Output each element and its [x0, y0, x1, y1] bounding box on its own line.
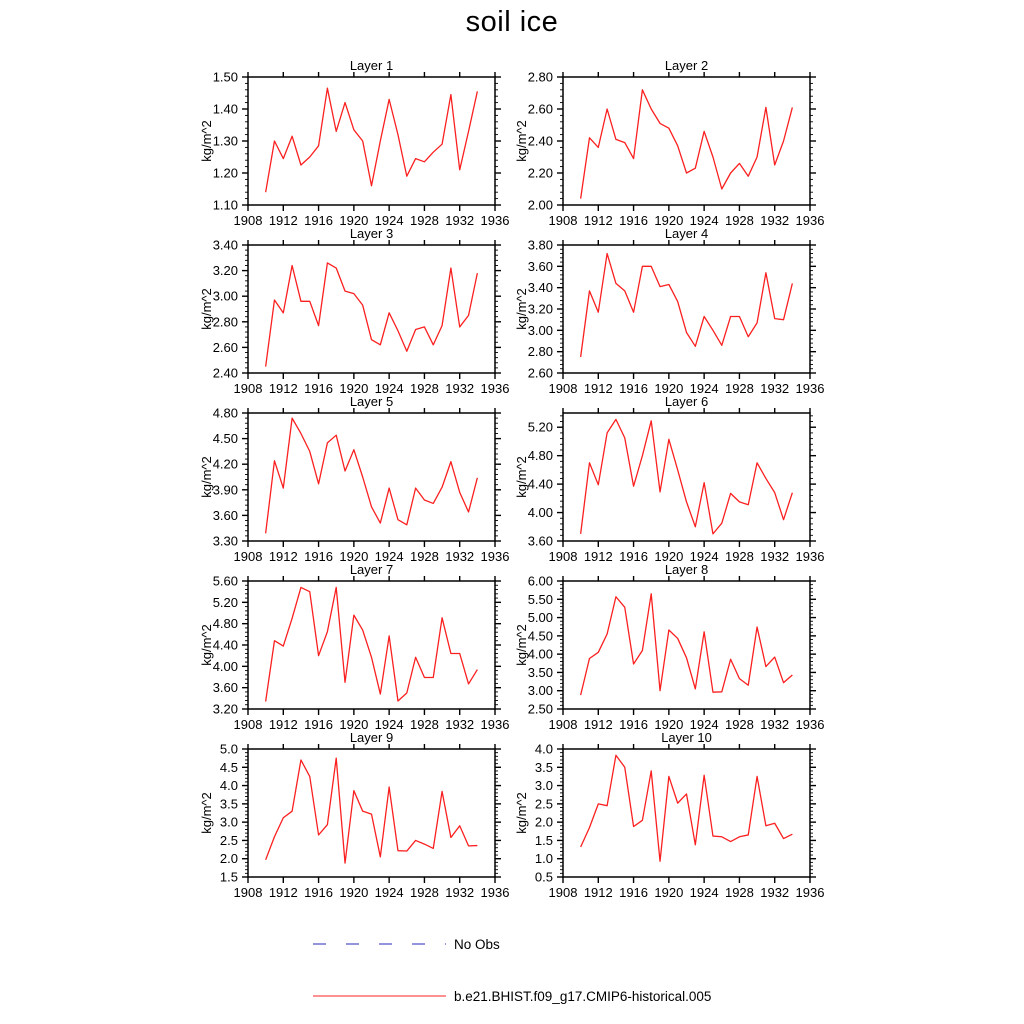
x-tick-label: 1932 [445, 885, 475, 900]
panel-layer-3 [197, 228, 512, 396]
x-tick-label: 1912 [583, 717, 613, 732]
panel-title: Layer 10 [661, 732, 712, 745]
y-tick-label: 0.5 [534, 869, 553, 885]
x-tick-label: 1936 [480, 717, 510, 732]
y-tick-label: 3.00 [527, 683, 553, 699]
panel-layer-5 [197, 396, 512, 564]
x-tick-label: 1924 [374, 717, 404, 732]
plot-frame [248, 245, 495, 373]
x-tick-label: 1908 [233, 885, 263, 900]
y-tick-label: 2.5 [534, 796, 553, 812]
panel-title: Layer 3 [349, 228, 394, 241]
y-tick-label: 2.50 [527, 701, 553, 717]
x-tick-label: 1920 [339, 213, 369, 228]
y-tick-label: 3.80 [527, 237, 553, 253]
x-tick-label: 1912 [268, 381, 298, 396]
x-tick-label: 1924 [374, 549, 404, 564]
series-line [581, 90, 793, 199]
panel-layer-8 [512, 564, 827, 732]
panel-title: Layer 5 [349, 396, 394, 409]
x-tick-label: 1932 [760, 549, 790, 564]
y-tick-label: 3.30 [212, 533, 238, 549]
series-line [581, 419, 793, 533]
y-axis-label: kg/m^2 [514, 120, 529, 162]
plot-frame [563, 749, 810, 877]
series-line [266, 263, 478, 367]
y-tick-label: 5.20 [527, 419, 553, 435]
y-tick-label: 4.80 [212, 405, 238, 421]
y-axis-label: kg/m^2 [199, 792, 214, 834]
no-obs-label: No Obs [454, 937, 500, 952]
x-tick-label: 1920 [339, 381, 369, 396]
series-label: b.e21.BHIST.f09_g17.CMIP6-historical.005 [454, 989, 712, 1004]
x-tick-label: 1936 [795, 549, 825, 564]
legend [197, 908, 827, 1024]
x-tick-label: 1908 [548, 381, 578, 396]
y-tick-label: 4.00 [527, 505, 553, 521]
x-tick-label: 1924 [374, 885, 404, 900]
x-tick-label: 1916 [304, 213, 334, 228]
panel-title: Layer 9 [349, 732, 394, 745]
panel-title: Layer 6 [664, 396, 709, 409]
x-tick-label: 1912 [583, 549, 613, 564]
x-tick-label: 1908 [548, 213, 578, 228]
x-tick-label: 1916 [304, 885, 334, 900]
y-tick-label: 2.80 [527, 344, 553, 360]
y-axis-label: kg/m^2 [514, 792, 529, 834]
y-tick-label: 4.50 [212, 431, 238, 447]
y-tick-label: 1.5 [534, 832, 553, 848]
y-axis-label: kg/m^2 [199, 456, 214, 498]
series-line [266, 587, 478, 701]
y-tick-label: 3.40 [527, 280, 553, 296]
panel-layer-7 [197, 564, 512, 732]
x-tick-label: 1908 [233, 381, 263, 396]
x-tick-label: 1932 [445, 717, 475, 732]
x-tick-label: 1908 [548, 717, 578, 732]
x-tick-label: 1920 [654, 213, 684, 228]
x-tick-label: 1912 [268, 885, 298, 900]
panel-title: Layer 2 [664, 60, 709, 73]
x-tick-label: 1924 [374, 381, 404, 396]
panel-layer-2 [512, 60, 827, 228]
y-tick-label: 2.40 [527, 133, 553, 149]
y-axis-label: kg/m^2 [514, 456, 529, 498]
y-tick-label: 3.0 [219, 814, 238, 830]
y-tick-label: 5.60 [212, 573, 238, 589]
x-tick-label: 1916 [619, 717, 649, 732]
y-tick-label: 4.0 [219, 778, 238, 794]
figure-title: soil ice [465, 6, 559, 38]
y-tick-label: 2.5 [219, 832, 238, 848]
x-tick-label: 1916 [304, 549, 334, 564]
x-tick-label: 1916 [619, 213, 649, 228]
panel-title: Layer 4 [664, 228, 709, 241]
series-line [266, 418, 478, 533]
x-tick-label: 1928 [409, 213, 439, 228]
y-axis-label: kg/m^2 [514, 624, 529, 666]
x-tick-label: 1920 [654, 549, 684, 564]
series-line [581, 594, 793, 695]
x-tick-label: 1936 [795, 213, 825, 228]
x-tick-label: 1916 [619, 381, 649, 396]
x-tick-label: 1920 [654, 381, 684, 396]
y-tick-label: 4.40 [212, 637, 238, 653]
x-tick-label: 1908 [548, 549, 578, 564]
y-tick-label: 2.60 [212, 339, 238, 355]
y-tick-label: 4.00 [527, 646, 553, 662]
y-tick-label: 5.50 [527, 591, 553, 607]
y-axis-label: kg/m^2 [199, 624, 214, 666]
x-tick-label: 1936 [795, 885, 825, 900]
y-tick-label: 1.0 [534, 851, 553, 867]
panel-layer-9 [197, 732, 512, 900]
x-tick-label: 1908 [233, 213, 263, 228]
series-line [266, 88, 478, 192]
y-axis-label: kg/m^2 [199, 120, 214, 162]
y-tick-label: 3.60 [212, 680, 238, 696]
x-tick-label: 1924 [374, 213, 404, 228]
x-tick-label: 1928 [724, 885, 754, 900]
x-tick-label: 1912 [268, 717, 298, 732]
x-tick-label: 1920 [339, 717, 369, 732]
y-tick-label: 2.60 [527, 365, 553, 381]
x-tick-label: 1920 [339, 549, 369, 564]
plot-frame [248, 749, 495, 877]
x-tick-label: 1932 [445, 213, 475, 228]
x-tick-label: 1912 [268, 213, 298, 228]
y-tick-label: 2.00 [527, 197, 553, 213]
x-tick-label: 1908 [233, 717, 263, 732]
y-tick-label: 3.50 [527, 664, 553, 680]
x-tick-label: 1920 [339, 885, 369, 900]
panel-layer-10 [512, 732, 827, 900]
plot-frame [248, 581, 495, 709]
x-tick-label: 1936 [795, 717, 825, 732]
x-tick-label: 1936 [480, 213, 510, 228]
y-tick-label: 3.20 [212, 701, 238, 717]
x-tick-label: 1928 [409, 717, 439, 732]
y-tick-label: 3.00 [212, 288, 238, 304]
panel-layer-1 [197, 60, 512, 228]
y-tick-label: 1.30 [212, 133, 238, 149]
x-tick-label: 1932 [760, 213, 790, 228]
x-tick-label: 1924 [689, 549, 719, 564]
y-tick-label: 3.5 [534, 759, 553, 775]
y-tick-label: 5.0 [219, 741, 238, 757]
series-line [266, 758, 478, 863]
panel-title: Layer 7 [349, 564, 394, 577]
y-tick-label: 3.20 [527, 301, 553, 317]
x-tick-label: 1932 [445, 549, 475, 564]
panel-layer-6 [512, 396, 827, 564]
y-tick-label: 4.00 [212, 658, 238, 674]
y-tick-label: 1.40 [212, 101, 238, 117]
y-tick-label: 3.00 [527, 322, 553, 338]
x-tick-label: 1924 [689, 213, 719, 228]
panels-grid [197, 60, 827, 900]
y-tick-label: 3.90 [212, 482, 238, 498]
y-tick-label: 5.20 [212, 594, 238, 610]
y-tick-label: 6.00 [527, 573, 553, 589]
y-tick-label: 3.5 [219, 796, 238, 812]
x-tick-label: 1932 [760, 381, 790, 396]
y-tick-label: 4.20 [212, 456, 238, 472]
y-tick-label: 3.60 [527, 258, 553, 274]
x-tick-label: 1912 [583, 885, 613, 900]
x-tick-label: 1932 [760, 717, 790, 732]
x-tick-label: 1924 [689, 381, 719, 396]
series-line [581, 755, 793, 861]
y-tick-label: 4.50 [527, 628, 553, 644]
y-tick-label: 3.0 [534, 778, 553, 794]
x-tick-label: 1932 [760, 885, 790, 900]
y-tick-label: 4.80 [212, 616, 238, 632]
y-tick-label: 3.60 [212, 507, 238, 523]
x-tick-label: 1928 [724, 213, 754, 228]
plot-frame [563, 581, 810, 709]
x-tick-label: 1928 [724, 549, 754, 564]
y-tick-label: 1.10 [212, 197, 238, 213]
y-tick-label: 2.60 [527, 101, 553, 117]
x-tick-label: 1920 [654, 717, 684, 732]
y-tick-label: 3.40 [212, 237, 238, 253]
x-tick-label: 1916 [619, 885, 649, 900]
y-tick-label: 2.20 [527, 165, 553, 181]
y-tick-label: 5.00 [527, 610, 553, 626]
x-tick-label: 1936 [480, 381, 510, 396]
y-tick-label: 2.40 [212, 365, 238, 381]
x-tick-label: 1924 [689, 717, 719, 732]
x-tick-label: 1920 [654, 885, 684, 900]
x-tick-label: 1912 [268, 549, 298, 564]
x-tick-label: 1912 [583, 213, 613, 228]
x-tick-label: 1928 [409, 381, 439, 396]
y-tick-label: 2.80 [212, 314, 238, 330]
x-tick-label: 1916 [304, 717, 334, 732]
x-tick-label: 1928 [409, 885, 439, 900]
x-tick-label: 1936 [480, 885, 510, 900]
x-tick-label: 1928 [724, 717, 754, 732]
x-tick-label: 1936 [795, 381, 825, 396]
y-tick-label: 2.0 [219, 851, 238, 867]
y-tick-label: 4.0 [534, 741, 553, 757]
y-axis-label: kg/m^2 [199, 288, 214, 330]
x-tick-label: 1916 [304, 381, 334, 396]
x-tick-label: 1928 [409, 549, 439, 564]
y-tick-label: 4.5 [219, 759, 238, 775]
x-tick-label: 1924 [689, 885, 719, 900]
panel-title: Layer 8 [664, 564, 709, 577]
x-tick-label: 1908 [233, 549, 263, 564]
y-tick-label: 2.0 [534, 814, 553, 830]
y-tick-label: 4.40 [527, 476, 553, 492]
y-tick-label: 2.80 [527, 69, 553, 85]
y-tick-label: 3.60 [527, 533, 553, 549]
x-tick-label: 1936 [480, 549, 510, 564]
panel-title: Layer 1 [349, 60, 394, 73]
x-tick-label: 1908 [548, 885, 578, 900]
x-tick-label: 1932 [445, 381, 475, 396]
y-axis-label: kg/m^2 [514, 288, 529, 330]
y-tick-label: 1.20 [212, 165, 238, 181]
y-tick-label: 1.5 [219, 869, 238, 885]
series-line [581, 254, 793, 357]
x-tick-label: 1916 [619, 549, 649, 564]
y-tick-label: 1.50 [212, 69, 238, 85]
panel-layer-4 [512, 228, 827, 396]
y-tick-label: 4.80 [527, 448, 553, 464]
x-tick-label: 1912 [583, 381, 613, 396]
x-tick-label: 1928 [724, 381, 754, 396]
y-tick-label: 3.20 [212, 263, 238, 279]
